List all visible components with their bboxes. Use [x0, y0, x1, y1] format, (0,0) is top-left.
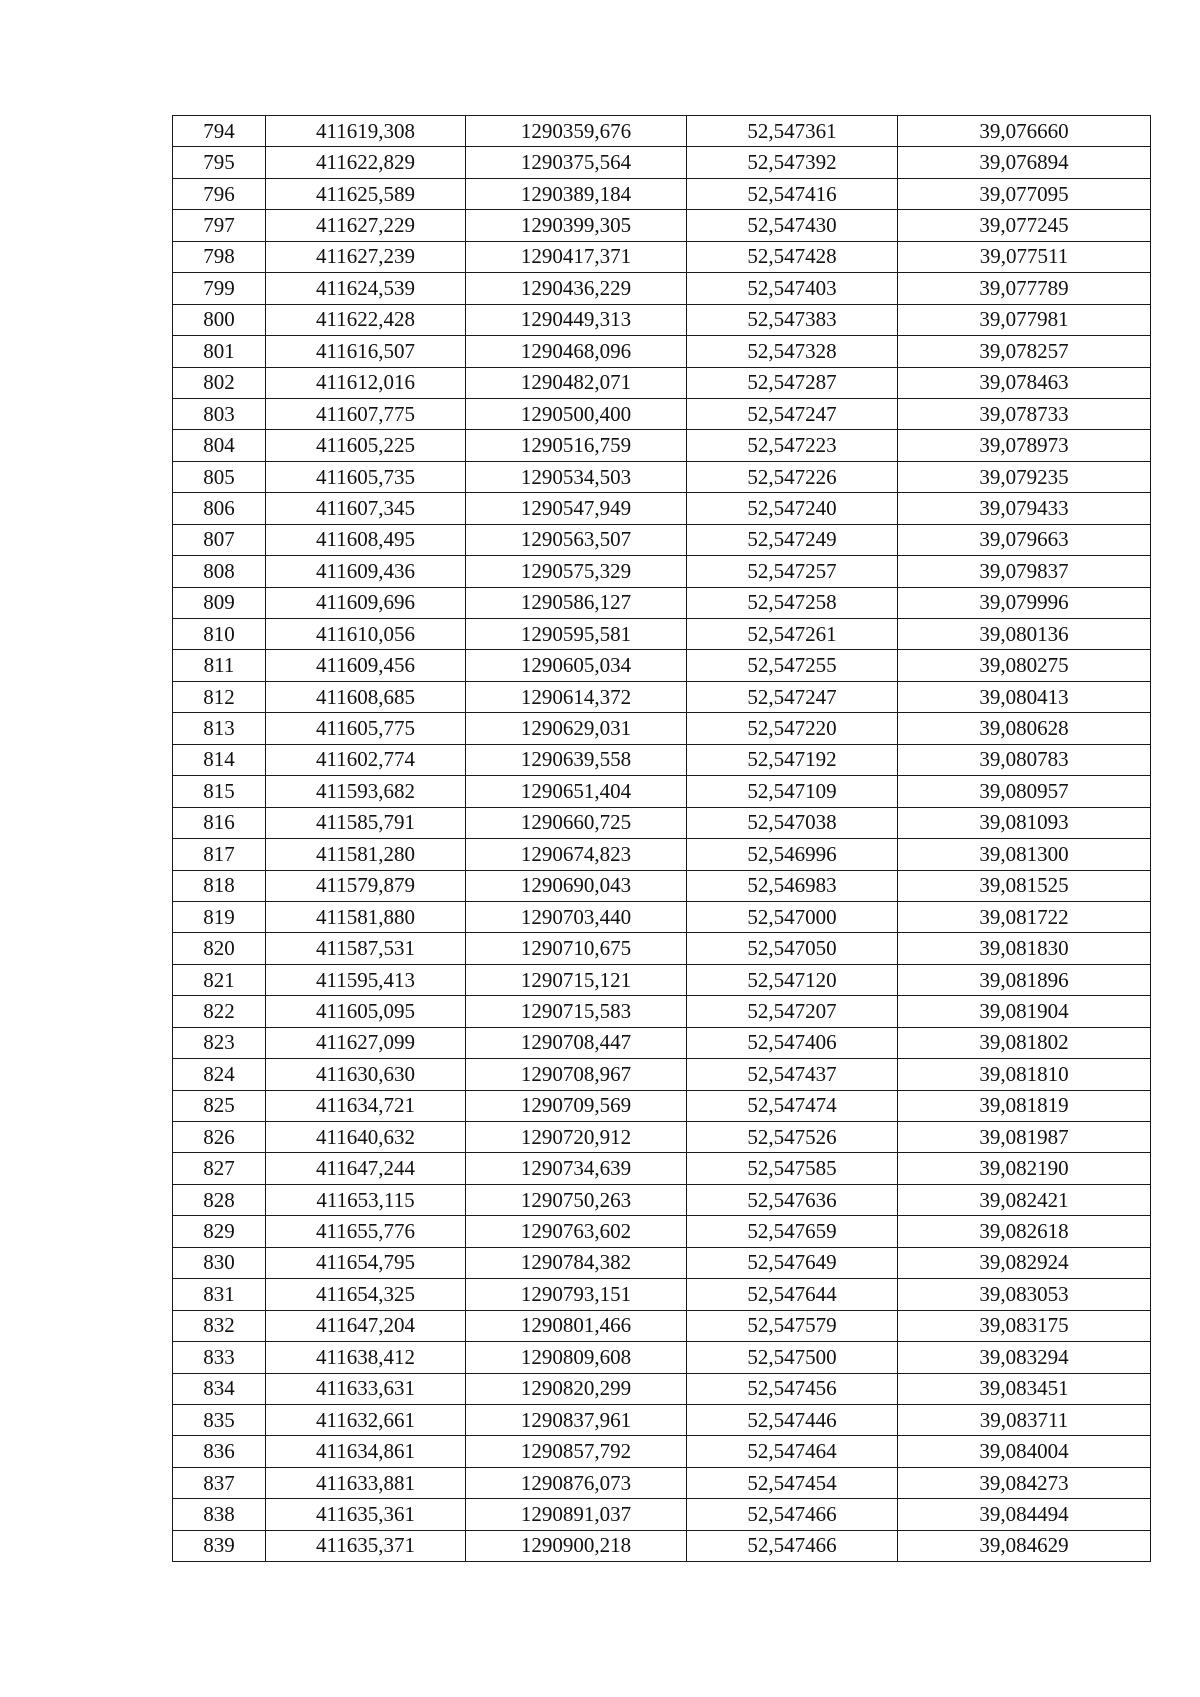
latitude-cell: 52,547403: [687, 273, 898, 304]
point-number-cell: 828: [173, 1184, 266, 1215]
latitude-cell: 52,547500: [687, 1342, 898, 1373]
x-coordinate-cell: 411607,345: [266, 493, 466, 524]
latitude-cell: 52,547456: [687, 1373, 898, 1404]
table-row: [173, 116, 1151, 147]
latitude-cell: 52,547207: [687, 996, 898, 1027]
x-coordinate-cell: 411634,861: [266, 1436, 466, 1467]
y-coordinate-cell: 1290595,581: [466, 619, 687, 650]
table-row: [173, 1247, 1151, 1278]
y-coordinate-cell: 1290651,404: [466, 776, 687, 807]
point-number-cell: 818: [173, 870, 266, 901]
x-coordinate-cell: 411605,775: [266, 713, 466, 744]
latitude-cell: 52,547659: [687, 1216, 898, 1247]
y-coordinate-cell: 1290876,073: [466, 1467, 687, 1498]
x-coordinate-cell: 411609,436: [266, 556, 466, 587]
x-coordinate-cell: 411647,204: [266, 1310, 466, 1341]
longitude-cell: 39,082924: [898, 1247, 1151, 1278]
point-number-cell: 799: [173, 273, 266, 304]
x-coordinate-cell: 411616,507: [266, 336, 466, 367]
longitude-cell: 39,081987: [898, 1122, 1151, 1153]
latitude-cell: 52,547383: [687, 304, 898, 335]
y-coordinate-cell: 1290516,759: [466, 430, 687, 461]
latitude-cell: 52,547361: [687, 116, 898, 147]
x-coordinate-cell: 411647,244: [266, 1153, 466, 1184]
y-coordinate-cell: 1290375,564: [466, 147, 687, 178]
x-coordinate-cell: 411605,225: [266, 430, 466, 461]
y-coordinate-cell: 1290563,507: [466, 524, 687, 555]
point-number-cell: 821: [173, 964, 266, 995]
y-coordinate-cell: 1290801,466: [466, 1310, 687, 1341]
longitude-cell: 39,078973: [898, 430, 1151, 461]
x-coordinate-cell: 411633,631: [266, 1373, 466, 1404]
x-coordinate-cell: 411609,696: [266, 587, 466, 618]
point-number-cell: 811: [173, 650, 266, 681]
latitude-cell: 52,547466: [687, 1530, 898, 1561]
longitude-cell: 39,076894: [898, 147, 1151, 178]
y-coordinate-cell: 1290359,676: [466, 116, 687, 147]
x-coordinate-cell: 411608,685: [266, 681, 466, 712]
table-row: [173, 807, 1151, 838]
y-coordinate-cell: 1290500,400: [466, 398, 687, 429]
longitude-cell: 39,084494: [898, 1499, 1151, 1530]
latitude-cell: 52,547000: [687, 901, 898, 932]
point-number-cell: 833: [173, 1342, 266, 1373]
x-coordinate-cell: 411581,880: [266, 901, 466, 932]
latitude-cell: 52,547038: [687, 807, 898, 838]
longitude-cell: 39,081722: [898, 901, 1151, 932]
latitude-cell: 52,547109: [687, 776, 898, 807]
latitude-cell: 52,547247: [687, 681, 898, 712]
table-row: [173, 964, 1151, 995]
x-coordinate-cell: 411627,229: [266, 210, 466, 241]
longitude-cell: 39,079837: [898, 556, 1151, 587]
longitude-cell: 39,083451: [898, 1373, 1151, 1404]
latitude-cell: 52,547249: [687, 524, 898, 555]
x-coordinate-cell: 411593,682: [266, 776, 466, 807]
point-number-cell: 802: [173, 367, 266, 398]
longitude-cell: 39,079433: [898, 493, 1151, 524]
table-row: [173, 933, 1151, 964]
latitude-cell: 52,547428: [687, 241, 898, 272]
latitude-cell: 52,547585: [687, 1153, 898, 1184]
table-row: [173, 430, 1151, 461]
longitude-cell: 39,084004: [898, 1436, 1151, 1467]
longitude-cell: 39,079663: [898, 524, 1151, 555]
longitude-cell: 39,078733: [898, 398, 1151, 429]
point-number-cell: 838: [173, 1499, 266, 1530]
x-coordinate-cell: 411605,735: [266, 461, 466, 492]
table-row: [173, 556, 1151, 587]
latitude-cell: 52,547328: [687, 336, 898, 367]
x-coordinate-cell: 411635,361: [266, 1499, 466, 1530]
y-coordinate-cell: 1290837,961: [466, 1404, 687, 1435]
longitude-cell: 39,080275: [898, 650, 1151, 681]
y-coordinate-cell: 1290417,371: [466, 241, 687, 272]
x-coordinate-cell: 411607,775: [266, 398, 466, 429]
y-coordinate-cell: 1290857,792: [466, 1436, 687, 1467]
y-coordinate-cell: 1290449,313: [466, 304, 687, 335]
longitude-cell: 39,080413: [898, 681, 1151, 712]
latitude-cell: 52,547120: [687, 964, 898, 995]
y-coordinate-cell: 1290750,263: [466, 1184, 687, 1215]
y-coordinate-cell: 1290389,184: [466, 178, 687, 209]
table-row: [173, 1436, 1151, 1467]
latitude-cell: 52,547223: [687, 430, 898, 461]
point-number-cell: 803: [173, 398, 266, 429]
table-row: [173, 713, 1151, 744]
point-number-cell: 805: [173, 461, 266, 492]
longitude-cell: 39,081830: [898, 933, 1151, 964]
x-coordinate-cell: 411619,308: [266, 116, 466, 147]
table-row: [173, 587, 1151, 618]
longitude-cell: 39,076660: [898, 116, 1151, 147]
table-row: [173, 1342, 1151, 1373]
point-number-cell: 810: [173, 619, 266, 650]
table-row: [173, 493, 1151, 524]
x-coordinate-cell: 411632,661: [266, 1404, 466, 1435]
table-row: [173, 1279, 1151, 1310]
point-number-cell: 827: [173, 1153, 266, 1184]
longitude-cell: 39,081896: [898, 964, 1151, 995]
latitude-cell: 52,547240: [687, 493, 898, 524]
y-coordinate-cell: 1290629,031: [466, 713, 687, 744]
point-number-cell: 815: [173, 776, 266, 807]
latitude-cell: 52,547464: [687, 1436, 898, 1467]
longitude-cell: 39,081802: [898, 1027, 1151, 1058]
longitude-cell: 39,078257: [898, 336, 1151, 367]
point-number-cell: 806: [173, 493, 266, 524]
y-coordinate-cell: 1290703,440: [466, 901, 687, 932]
table-row: [173, 1122, 1151, 1153]
longitude-cell: 39,082190: [898, 1153, 1151, 1184]
y-coordinate-cell: 1290809,608: [466, 1342, 687, 1373]
table-row: [173, 178, 1151, 209]
table-row: [173, 1059, 1151, 1090]
point-number-cell: 817: [173, 839, 266, 870]
latitude-cell: 52,547247: [687, 398, 898, 429]
x-coordinate-cell: 411581,280: [266, 839, 466, 870]
latitude-cell: 52,547644: [687, 1279, 898, 1310]
table-row: [173, 398, 1151, 429]
latitude-cell: 52,547416: [687, 178, 898, 209]
latitude-cell: 52,547261: [687, 619, 898, 650]
longitude-cell: 39,081904: [898, 996, 1151, 1027]
x-coordinate-cell: 411627,239: [266, 241, 466, 272]
x-coordinate-cell: 411585,791: [266, 807, 466, 838]
point-number-cell: 823: [173, 1027, 266, 1058]
x-coordinate-cell: 411640,632: [266, 1122, 466, 1153]
table-row: [173, 1216, 1151, 1247]
y-coordinate-cell: 1290674,823: [466, 839, 687, 870]
longitude-cell: 39,080957: [898, 776, 1151, 807]
table-row: [173, 1530, 1151, 1561]
point-number-cell: 809: [173, 587, 266, 618]
point-number-cell: 795: [173, 147, 266, 178]
table-row: [173, 304, 1151, 335]
point-number-cell: 834: [173, 1373, 266, 1404]
x-coordinate-cell: 411602,774: [266, 744, 466, 775]
longitude-cell: 39,080628: [898, 713, 1151, 744]
longitude-cell: 39,077095: [898, 178, 1151, 209]
y-coordinate-cell: 1290784,382: [466, 1247, 687, 1278]
latitude-cell: 52,547474: [687, 1090, 898, 1121]
y-coordinate-cell: 1290793,151: [466, 1279, 687, 1310]
x-coordinate-cell: 411627,099: [266, 1027, 466, 1058]
y-coordinate-cell: 1290586,127: [466, 587, 687, 618]
point-number-cell: 820: [173, 933, 266, 964]
y-coordinate-cell: 1290575,329: [466, 556, 687, 587]
point-number-cell: 804: [173, 430, 266, 461]
x-coordinate-cell: 411654,325: [266, 1279, 466, 1310]
point-number-cell: 812: [173, 681, 266, 712]
x-coordinate-cell: 411625,589: [266, 178, 466, 209]
y-coordinate-cell: 1290715,583: [466, 996, 687, 1027]
x-coordinate-cell: 411630,630: [266, 1059, 466, 1090]
latitude-cell: 52,547446: [687, 1404, 898, 1435]
point-number-cell: 829: [173, 1216, 266, 1247]
longitude-cell: 39,083175: [898, 1310, 1151, 1341]
longitude-cell: 39,077245: [898, 210, 1151, 241]
y-coordinate-cell: 1290900,218: [466, 1530, 687, 1561]
point-number-cell: 807: [173, 524, 266, 555]
longitude-cell: 39,077789: [898, 273, 1151, 304]
longitude-cell: 39,083294: [898, 1342, 1151, 1373]
table-row: [173, 1310, 1151, 1341]
latitude-cell: 52,547430: [687, 210, 898, 241]
table-row: [173, 210, 1151, 241]
point-number-cell: 808: [173, 556, 266, 587]
y-coordinate-cell: 1290605,034: [466, 650, 687, 681]
x-coordinate-cell: 411605,095: [266, 996, 466, 1027]
latitude-cell: 52,547220: [687, 713, 898, 744]
point-number-cell: 816: [173, 807, 266, 838]
table-row: [173, 996, 1151, 1027]
x-coordinate-cell: 411610,056: [266, 619, 466, 650]
x-coordinate-cell: 411634,721: [266, 1090, 466, 1121]
point-number-cell: 824: [173, 1059, 266, 1090]
latitude-cell: 52,547258: [687, 587, 898, 618]
point-number-cell: 822: [173, 996, 266, 1027]
y-coordinate-cell: 1290710,675: [466, 933, 687, 964]
x-coordinate-cell: 411624,539: [266, 273, 466, 304]
point-number-cell: 797: [173, 210, 266, 241]
longitude-cell: 39,079996: [898, 587, 1151, 618]
longitude-cell: 39,082421: [898, 1184, 1151, 1215]
y-coordinate-cell: 1290709,569: [466, 1090, 687, 1121]
x-coordinate-cell: 411595,413: [266, 964, 466, 995]
longitude-cell: 39,083053: [898, 1279, 1151, 1310]
latitude-cell: 52,547255: [687, 650, 898, 681]
latitude-cell: 52,547192: [687, 744, 898, 775]
latitude-cell: 52,547257: [687, 556, 898, 587]
table-row: [173, 1499, 1151, 1530]
table-row: [173, 1090, 1151, 1121]
x-coordinate-cell: 411608,495: [266, 524, 466, 555]
x-coordinate-cell: 411655,776: [266, 1216, 466, 1247]
y-coordinate-cell: 1290547,949: [466, 493, 687, 524]
point-number-cell: 837: [173, 1467, 266, 1498]
latitude-cell: 52,547526: [687, 1122, 898, 1153]
latitude-cell: 52,547226: [687, 461, 898, 492]
longitude-cell: 39,081300: [898, 839, 1151, 870]
y-coordinate-cell: 1290708,967: [466, 1059, 687, 1090]
latitude-cell: 52,546996: [687, 839, 898, 870]
point-number-cell: 825: [173, 1090, 266, 1121]
point-number-cell: 801: [173, 336, 266, 367]
table-row: [173, 619, 1151, 650]
longitude-cell: 39,080783: [898, 744, 1151, 775]
longitude-cell: 39,082618: [898, 1216, 1151, 1247]
longitude-cell: 39,077511: [898, 241, 1151, 272]
point-number-cell: 839: [173, 1530, 266, 1561]
latitude-cell: 52,547287: [687, 367, 898, 398]
y-coordinate-cell: 1290715,121: [466, 964, 687, 995]
y-coordinate-cell: 1290690,043: [466, 870, 687, 901]
coordinates-table-body: [173, 116, 1151, 1562]
x-coordinate-cell: 411587,531: [266, 933, 466, 964]
coordinates-table: [172, 115, 1151, 1562]
longitude-cell: 39,083711: [898, 1404, 1151, 1435]
table-row: [173, 870, 1151, 901]
longitude-cell: 39,081819: [898, 1090, 1151, 1121]
longitude-cell: 39,084629: [898, 1530, 1151, 1561]
table-row: [173, 273, 1151, 304]
x-coordinate-cell: 411609,456: [266, 650, 466, 681]
y-coordinate-cell: 1290820,299: [466, 1373, 687, 1404]
latitude-cell: 52,547466: [687, 1499, 898, 1530]
table-row: [173, 901, 1151, 932]
table-row: [173, 1373, 1151, 1404]
x-coordinate-cell: 411579,879: [266, 870, 466, 901]
point-number-cell: 800: [173, 304, 266, 335]
table-row: [173, 367, 1151, 398]
latitude-cell: 52,547649: [687, 1247, 898, 1278]
x-coordinate-cell: 411653,115: [266, 1184, 466, 1215]
y-coordinate-cell: 1290399,305: [466, 210, 687, 241]
y-coordinate-cell: 1290639,558: [466, 744, 687, 775]
y-coordinate-cell: 1290614,372: [466, 681, 687, 712]
table-row: [173, 1153, 1151, 1184]
y-coordinate-cell: 1290734,639: [466, 1153, 687, 1184]
point-number-cell: 819: [173, 901, 266, 932]
table-row: [173, 1184, 1151, 1215]
y-coordinate-cell: 1290660,725: [466, 807, 687, 838]
latitude-cell: 52,547406: [687, 1027, 898, 1058]
y-coordinate-cell: 1290468,096: [466, 336, 687, 367]
point-number-cell: 831: [173, 1279, 266, 1310]
latitude-cell: 52,547454: [687, 1467, 898, 1498]
table-row: [173, 744, 1151, 775]
table-row: [173, 681, 1151, 712]
y-coordinate-cell: 1290482,071: [466, 367, 687, 398]
point-number-cell: 832: [173, 1310, 266, 1341]
table-row: [173, 776, 1151, 807]
x-coordinate-cell: 411622,829: [266, 147, 466, 178]
y-coordinate-cell: 1290891,037: [466, 1499, 687, 1530]
table-row: [173, 1404, 1151, 1435]
latitude-cell: 52,547050: [687, 933, 898, 964]
x-coordinate-cell: 411633,881: [266, 1467, 466, 1498]
table-row: [173, 336, 1151, 367]
table-row: [173, 650, 1151, 681]
y-coordinate-cell: 1290534,503: [466, 461, 687, 492]
table-row: [173, 461, 1151, 492]
point-number-cell: 814: [173, 744, 266, 775]
table-row: [173, 524, 1151, 555]
point-number-cell: 830: [173, 1247, 266, 1278]
table-row: [173, 1027, 1151, 1058]
latitude-cell: 52,547392: [687, 147, 898, 178]
longitude-cell: 39,081093: [898, 807, 1151, 838]
y-coordinate-cell: 1290436,229: [466, 273, 687, 304]
table-row: [173, 1467, 1151, 1498]
y-coordinate-cell: 1290720,912: [466, 1122, 687, 1153]
table-row: [173, 147, 1151, 178]
x-coordinate-cell: 411654,795: [266, 1247, 466, 1278]
latitude-cell: 52,547437: [687, 1059, 898, 1090]
table-row: [173, 241, 1151, 272]
point-number-cell: 826: [173, 1122, 266, 1153]
point-number-cell: 798: [173, 241, 266, 272]
y-coordinate-cell: 1290708,447: [466, 1027, 687, 1058]
latitude-cell: 52,546983: [687, 870, 898, 901]
longitude-cell: 39,080136: [898, 619, 1151, 650]
x-coordinate-cell: 411638,412: [266, 1342, 466, 1373]
latitude-cell: 52,547636: [687, 1184, 898, 1215]
point-number-cell: 794: [173, 116, 266, 147]
x-coordinate-cell: 411622,428: [266, 304, 466, 335]
longitude-cell: 39,077981: [898, 304, 1151, 335]
y-coordinate-cell: 1290763,602: [466, 1216, 687, 1247]
longitude-cell: 39,084273: [898, 1467, 1151, 1498]
table-row: [173, 839, 1151, 870]
longitude-cell: 39,081810: [898, 1059, 1151, 1090]
longitude-cell: 39,081525: [898, 870, 1151, 901]
x-coordinate-cell: 411635,371: [266, 1530, 466, 1561]
point-number-cell: 835: [173, 1404, 266, 1435]
point-number-cell: 796: [173, 178, 266, 209]
x-coordinate-cell: 411612,016: [266, 367, 466, 398]
point-number-cell: 836: [173, 1436, 266, 1467]
point-number-cell: 813: [173, 713, 266, 744]
longitude-cell: 39,078463: [898, 367, 1151, 398]
longitude-cell: 39,079235: [898, 461, 1151, 492]
latitude-cell: 52,547579: [687, 1310, 898, 1341]
